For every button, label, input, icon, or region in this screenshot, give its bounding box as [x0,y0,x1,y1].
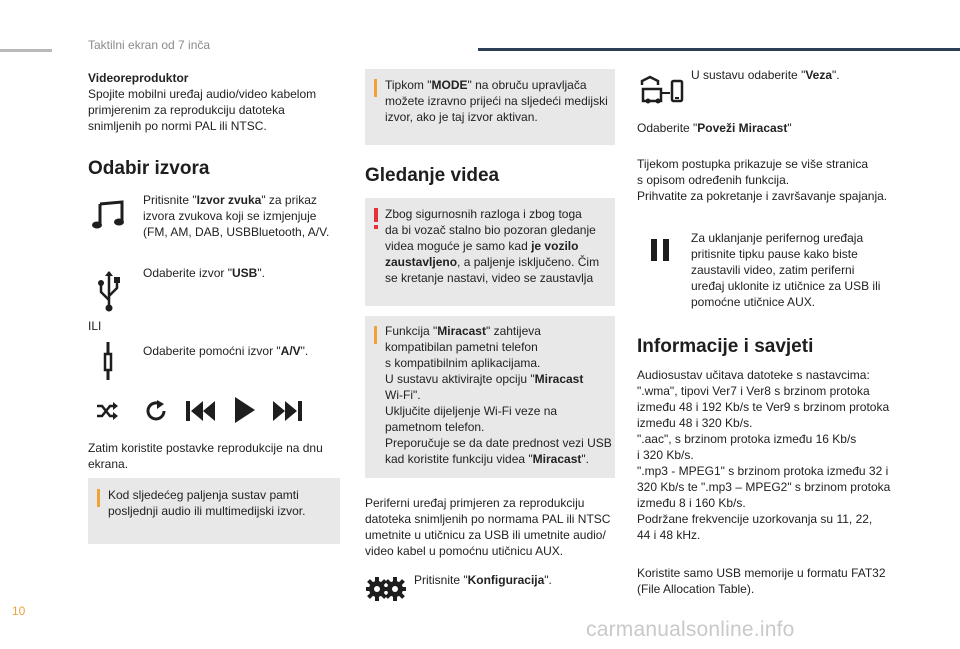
bold-span: je vozilo [531,239,579,253]
step-usb [143,265,265,281]
info-formats-text [637,367,937,543]
text-line: između 8 i 160 Kb/s. [637,496,746,510]
text-line: Zatim koristite postavke reprodukcije na dnu [88,441,323,455]
connection-devices-icon[interactable] [640,75,684,105]
text-span: ". [544,573,552,587]
text-line: izvor, ako je taj izvor aktivan. [385,110,538,124]
text-line: Koristite samo USB memorije u formatu FAT32 [637,566,886,580]
info-icon [97,489,100,507]
text-line: datoteka snimljenih po normama PAL ili NTSC [365,512,611,526]
tijekom-text [637,156,927,204]
step-konfiguracija [414,572,552,588]
text-line: s opisom određenih funkcija. [637,173,790,187]
previous-track-icon[interactable] [186,400,216,422]
text-span: ". [832,68,840,82]
text-span: U sustavu odaberite " [691,68,806,82]
video-heading: Videoreproduktor [88,71,189,85]
info-icon [374,326,377,344]
text-line: zaustavili video, zatim periferni [691,263,855,277]
video-text-line: Spojite mobilni uređaj audio/video kabelom [88,87,317,101]
text-line: s kompatibilnim aplikacijama. [385,356,541,370]
text-line: Wi-Fi". [385,388,421,402]
text-line: između 48 i 320 Kb/s. [637,416,753,430]
label-povezi-miracast: Poveži Miracast [697,121,788,135]
video-text-line: primjerenim za reprodukciju datoteka [88,103,285,117]
watermark: carmanualsonline.info [586,618,795,641]
text-line: ".wma", tipovi Ver7 i Ver8 s brzinom protoka [637,384,870,398]
text-span: Pritisnite " [414,573,468,587]
video-text-line: snimljenih po normi PAL ili NTSC. [88,119,267,133]
text-line: 320 Kb/s te ".mp3 – MPEG2" s brzinom protoka [637,480,891,494]
warning-icon [373,208,379,235]
text-line: Kod sljedećeg paljenja sustav pamti [108,488,299,502]
text-line: Audiosustav učitava datoteke s nastavcima: [637,368,870,382]
text-line: (File Allocation Table). [637,582,755,596]
text-line: izvora zvukova koji se izmjenjuje [143,209,317,223]
text-span: " na obruču upravljača [467,78,587,92]
label-usb: USB [231,266,258,280]
text-line: pametnom telefon. [385,420,485,434]
text-span: Tipkom " [385,78,432,92]
label-av: A/V [280,344,301,358]
aux-jack-icon [100,340,116,382]
text-span: ". [257,266,265,280]
pause-text [691,230,921,310]
ili-separator: ILI [88,319,102,333]
video-player-section [88,70,353,134]
text-span: kad koristite funkciju videa " [385,452,533,466]
text-span: U sustavu aktivirajte opciju " [385,372,535,386]
text-span: Odaberite pomoćni izvor " [143,344,281,358]
header-rule-left [0,49,52,52]
bold-span: zaustavljeno [385,255,458,269]
text-span: ". [300,344,309,358]
text-line: (FM, AM, DAB, USBBluetooth, A/V. [143,225,330,239]
warning-box [365,198,615,306]
text-span: Odaberite izvor " [143,266,232,280]
heading-odabir-izvora: Odabir izvora [88,158,210,179]
info-box-memory [88,478,340,544]
label-veza: Veza [805,68,833,82]
text-line: uređaj uklonite iz utičnice za USB ili [691,279,881,293]
shuffle-icon[interactable] [96,402,118,420]
text-line: ekrana. [88,457,129,471]
text-span: videa moguće je samo kad [385,239,532,253]
page-number: 10 [12,604,26,618]
label-konfiguracija: Konfiguracija [467,573,545,587]
text-line: Periferni uređaj primjeren za reprodukciju [365,496,585,510]
info-icon [374,79,377,97]
text-span: Pritisnite " [143,193,197,207]
text-span: " za prikaz [261,193,317,207]
text-span: " [787,121,792,135]
heading-gledanje-videa: Gledanje videa [365,165,500,186]
bold-span: Miracast [534,372,584,386]
text-line: pomoćne utičnice AUX. [691,295,816,309]
usb-format-text [637,565,937,597]
text-line: ".aac", s brzinom protoka između 16 Kb/s [637,432,857,446]
next-track-icon[interactable] [272,400,302,422]
step-av [143,343,308,359]
text-line: 44 i 48 kHz. [637,528,701,542]
text-line: između 48 i 192 Kb/s te Ver9 s brzinom protoka [637,400,890,414]
text-line: umetnite u utičnicu za USB ili umetnite audio/ [365,528,606,542]
text-line: pritisnite tipku pause kako biste [691,247,858,261]
text-line: ".mp3 - MPEG1" s brzinom protoka između 32 i [637,464,889,478]
play-icon[interactable] [234,396,256,424]
text-line: se kretanje nastavi, video se zaustavlja [385,271,594,285]
text-line: možete izravno prijeći na sljedeći medijski [385,94,608,108]
text-span: , a paljenje isključeno. Čim [457,255,600,269]
pause-icon[interactable] [650,238,670,262]
info-box-mode [365,69,615,145]
text-line: i 320 Kb/s. [637,448,694,462]
bold-span: Miracast [437,324,486,338]
step-izvor-zvuka [143,192,343,240]
repeat-icon[interactable] [144,400,168,422]
text-span: Funkcija " [385,324,438,338]
text-line: Prihvatite za pokretanje i završavanje spajanja. [637,189,888,203]
header-rule-right [478,48,960,51]
bold-span: Miracast [532,452,582,466]
heading-informacije-savjeti: Informacije i savjeti [637,336,814,357]
peripheral-text [365,495,620,559]
text-line: Preporučuje se da date prednost vezi USB [385,436,612,450]
text-line: kompatibilan pametni telefon [385,340,538,354]
text-span: ". [581,452,589,466]
text-line: Zbog sigurnosnih razloga i zbog toga [385,207,582,221]
text-line: Podržane frekvencije uzorkovanja su 11, 22, [637,512,873,526]
step-veza [691,67,840,83]
text-span: " zahtijeva [485,324,541,338]
text-line: Uključite dijeljenje Wi-Fi veze na [385,404,558,418]
usb-icon [97,270,121,312]
text-line: posljednji audio ili multimedijski izvor. [108,504,306,518]
label-mode: MODE [431,78,468,92]
header-title: Taktilni ekran od 7 inča [88,38,211,52]
step-povezi-miracast [637,120,792,136]
text-line: video kabel u pomoćnu utičnicu AUX. [365,544,564,558]
controls-text [88,440,348,472]
text-line: Za uklanjanje perifernog uređaja [691,231,864,245]
music-note-icon [92,200,126,230]
settings-gears-icon[interactable] [366,576,406,602]
info-box-miracast [365,316,615,478]
label-izvor-zvuka: Izvor zvuka [196,193,262,207]
text-span: Odaberite " [637,121,698,135]
text-line: Tijekom postupka prikazuje se više stranica [637,157,868,171]
text-line: da bi vozač stalno bio pozoran gledanje [385,223,596,237]
